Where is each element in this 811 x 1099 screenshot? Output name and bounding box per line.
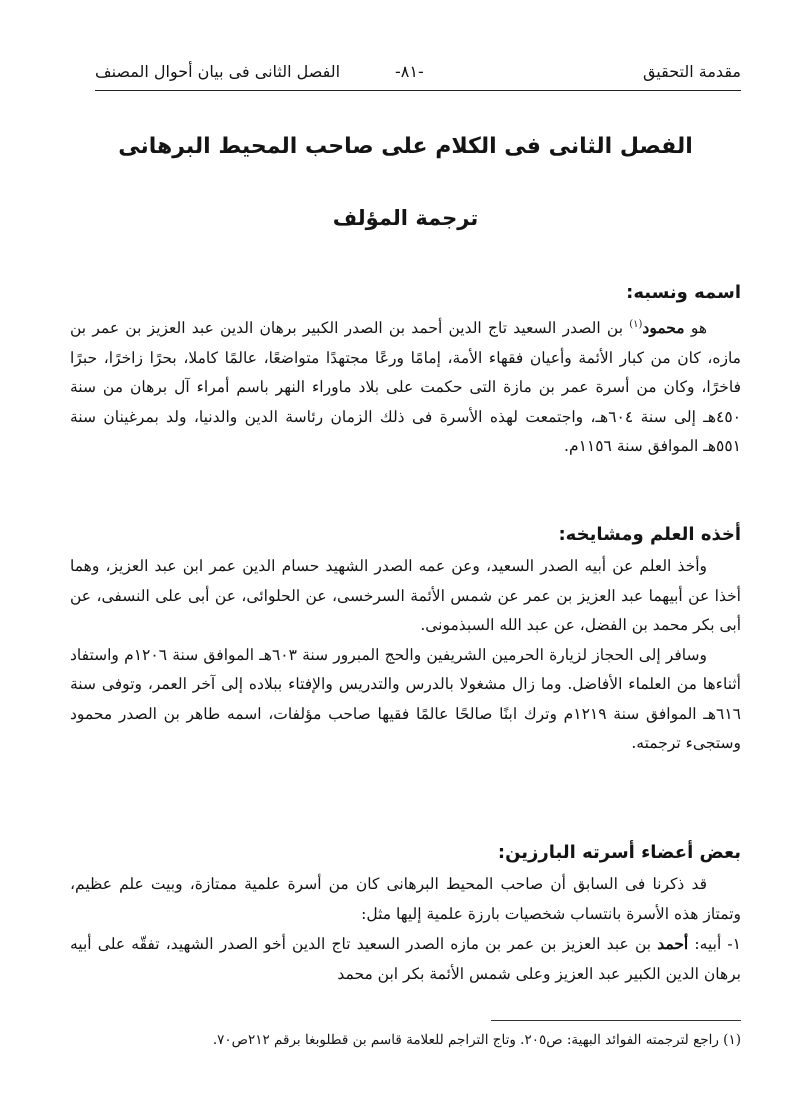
section-family [70,838,741,989]
footnote-marker: (١) [629,319,643,330]
running-header [95,58,741,86]
section-name-lineage [70,278,741,462]
section-heading: أخذه العلم ومشايخه: [558,524,741,545]
section-subtitle: ترجمة المؤلف [332,206,479,230]
paragraph: هو محمود$^{(١)}$ بن الصدر السعيد تاج الدين أحمد بن الصدر الكبير برهان الدين عبد العزيز بن عمر بن مازه، كان من كبار الأئمة وأعيان فقهاء الأمة، إمامًا ورعًا مجتهدًا متواضعًا، عالمًا كاملا، بحرًا زاخرًا، حبرًا فاخرًا، وكان من أسرة عمر بن مازة التى حكمت على بلاد ماوراء النهر باسم أمراء آل برهان من سنة ٤٥٠هـ إلى سنة ٦٠٤هـ، واجتمعت لهذه الأسرة فى ذلك الزمان رئاسة الدين والدنيا، ولد بمرغينان سنة ٥٥١هـ الموافق سنة ١١٥٦م. [70,318,741,456]
paragraph: وأخذ العلم عن أبيه الصدر السعيد، وعن عمه الصدر الشهيد حسام الدين عمر ابن عبد العزيز، وهما أخذا عن أبيهما عبد العزيز بن عمر عن شمس الأئمة السرخسى، عن الحلوائى، عن أبى على النسفى، عن أبى بكر محمد بن الفضل، عن عبد الله السبذمونى. [70,557,741,634]
person-name: أحمد [657,934,689,953]
list-item: ١- أبيه: أحمد بن عبد العزيز بن عمر بن مازه الصدر السعيد تاج الدين أخو الصدر الشهيد، تفقّه على أبيه برهان الدين الكبير عبد العزيز وعلى شمس الأئمة بكر ابن محمد [70,934,741,983]
header-section-title: مقدمة التحقيق [642,62,741,81]
section-heading: اسمه ونسبه: [626,282,741,303]
paragraph: قد ذكرنا فى السابق أن صاحب المحيط البرهانى كان من أسرة علمية ممتازة، وبيت علم عظيم، وتمتاز هذه الأسرة بانتساب شخصيات بارزة علمية إليها مثل: [70,875,741,923]
section-learning [70,520,741,759]
section-heading: بعض أعضاء أسرته البارزين: [497,842,741,863]
author-name: محمود [642,318,685,338]
chapter-title: الفصل الثانى فى الكلام على صاحب المحيط البرهانى [118,134,693,159]
paragraph: وسافر إلى الحجاز لزيارة الحرمين الشريفين والحج المبرور سنة ٦٠٣هـ الموافق سنة ١٢٠٦م واستفاد أثناءها من العلماء الأفاضل. وما زال مشغولا بالدرس والتدريس والإفتاء ببلاده إلى آخر العمر، وتوفى سنة ٦١٦هـ الموافق سنة ١٢١٩م وترك ابنًا صالحًا عالمًا فقيها صاحب مؤلفات، اسمه طاهر بن الصدر محمود وستجىء ترجمته. [70,645,741,752]
page-number: -٨١- [395,62,424,81]
footnote-rule [491,1020,741,1021]
header-rule [95,90,741,91]
header-chapter-title: الفصل الثانى فى بيان أحوال المصنف [95,62,341,81]
footnote: (١) راجع لترجمته الفوائد البهية: ص٢٠٥. وتاج التراجم للعلامة قاسم بن قطلوبغا برقم ٢١٢ص٧٠. [212,1032,741,1048]
